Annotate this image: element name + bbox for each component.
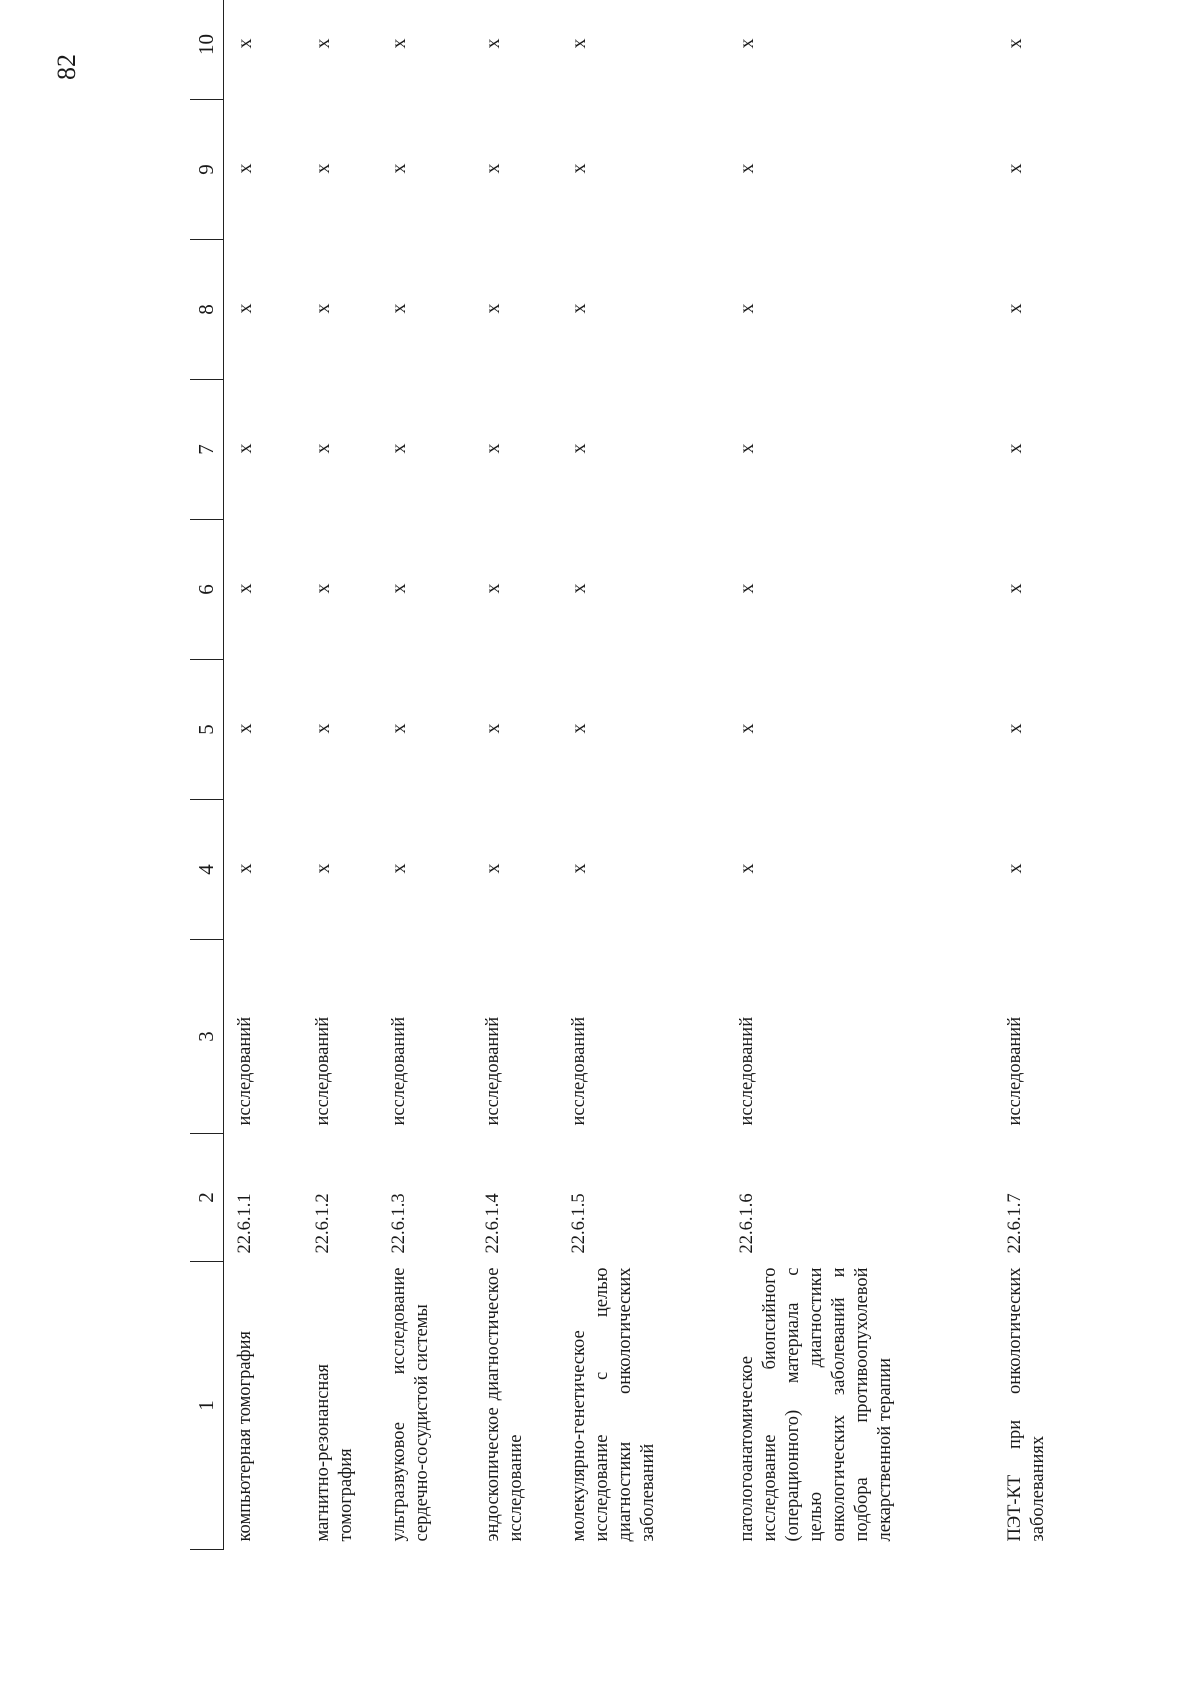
table-row [472, 0, 558, 1550]
value-cell: x [234, 723, 256, 734]
value-cell: x [1004, 723, 1026, 734]
value-cell: x [736, 443, 758, 454]
value-cell: x [482, 38, 504, 49]
value-cell: x [568, 163, 590, 174]
value-cell: x [736, 723, 758, 734]
value-cell: x [1004, 863, 1026, 874]
value-cell: x [312, 443, 334, 454]
value-cell: x [568, 38, 590, 49]
value-cell: x [234, 303, 256, 314]
table-row [224, 0, 303, 1550]
value-cell: x [388, 163, 410, 174]
value-cell: x [568, 723, 590, 734]
indicator-code: 22.6.1.5 [569, 1193, 589, 1254]
indicator-code: 22.6.1.2 [313, 1193, 333, 1254]
value-cell: x [234, 163, 256, 174]
table-row [378, 0, 472, 1550]
value-cell: x [482, 863, 504, 874]
value-cell: x [234, 863, 256, 874]
value-cell: x [736, 863, 758, 874]
value-cell: x [388, 443, 410, 454]
value-cell: x [388, 723, 410, 734]
value-cell: x [312, 723, 334, 734]
indicator-name-cell [302, 1262, 378, 1550]
unit-of-measure: исследований [483, 1016, 503, 1126]
unit-of-measure: исследований [235, 1016, 255, 1126]
unit-of-measure: исследований [313, 1016, 333, 1126]
value-cell: x [388, 38, 410, 49]
value-cell: x [736, 583, 758, 594]
value-cell: x [1004, 443, 1026, 454]
value-cell: x [312, 583, 334, 594]
column-header: 9 [190, 100, 224, 240]
value-cell: x [568, 583, 590, 594]
indicator-name: молекулярно-генетическое исследование с целью диагностики онкологических заболеваний [569, 1267, 658, 1542]
value-cell: x [1004, 163, 1026, 174]
value-cell: x [736, 303, 758, 314]
column-header: 4 [190, 800, 224, 940]
indicator-name-cell [558, 1262, 726, 1550]
value-cell: x [482, 303, 504, 314]
unit-of-measure: исследований [737, 1016, 757, 1126]
indicator-code: 22.6.1.4 [483, 1193, 503, 1254]
indicator-name: эндоскопическое диагностическое исследование [483, 1267, 526, 1542]
value-cell: x [736, 38, 758, 49]
unit-of-measure: исследований [389, 1016, 409, 1126]
value-cell: x [568, 303, 590, 314]
value-cell: x [482, 583, 504, 594]
table-row [994, 0, 1096, 1550]
value-cell: x [388, 303, 410, 314]
column-header: 3 [190, 940, 224, 1134]
indicator-code: 22.6.1.7 [1005, 1193, 1025, 1254]
column-header: 7 [190, 380, 224, 520]
indicator-name-cell [472, 1262, 558, 1550]
column-header: 2 [190, 1134, 224, 1262]
value-cell: x [568, 443, 590, 454]
indicator-name-cell [994, 1262, 1096, 1550]
value-cell: x [388, 583, 410, 594]
data-table [190, 0, 1096, 1550]
column-header: 5 [190, 660, 224, 800]
column-number-row [190, 0, 224, 1550]
value-cell: x [1004, 583, 1026, 594]
value-cell: x [482, 163, 504, 174]
column-header: 6 [190, 520, 224, 660]
value-cell: x [234, 38, 256, 49]
value-cell: x [568, 863, 590, 874]
value-cell: x [312, 303, 334, 314]
value-cell: x [1004, 303, 1026, 314]
value-cell: x [312, 38, 334, 49]
indicator-code: 22.6.1.3 [389, 1193, 409, 1254]
value-cell: x [234, 443, 256, 454]
value-cell: x [736, 163, 758, 174]
value-cell: x [482, 723, 504, 734]
indicator-name: магнитно-резонансная томография [313, 1363, 356, 1542]
page-number: 82 [52, 54, 81, 80]
indicator-name-cell [378, 1262, 472, 1550]
value-cell: x [1004, 38, 1026, 49]
indicator-name: патологоанатомическое исследование биопсийного (операционного) материала с целью диагностики онкологических заболеваний и подбора противоопухолевой лекарственной терапии [737, 1267, 895, 1542]
value-cell: x [482, 443, 504, 454]
value-cell: x [312, 163, 334, 174]
indicator-name-cell [224, 1262, 303, 1550]
column-header: 1 [190, 1262, 224, 1550]
value-cell: x [388, 863, 410, 874]
table-row [558, 0, 726, 1550]
indicator-name: ультразвуковое исследование сердечно-сосудистой системы [389, 1267, 432, 1542]
column-header: 8 [190, 240, 224, 380]
value-cell: x [312, 863, 334, 874]
value-cell: x [234, 583, 256, 594]
table-row [726, 0, 994, 1550]
indicator-name: ПЭТ-КТ при онкологических заболеваниях [1005, 1267, 1048, 1542]
table-row [302, 0, 378, 1550]
indicator-name-cell [726, 1262, 994, 1550]
unit-of-measure: исследований [569, 1016, 589, 1126]
indicator-name: компьютерная томография [235, 1330, 255, 1542]
column-header: 10 [190, 0, 224, 100]
unit-of-measure: исследований [1005, 1016, 1025, 1126]
indicator-code: 22.6.1.6 [737, 1193, 757, 1254]
indicator-code: 22.6.1.1 [235, 1193, 255, 1254]
